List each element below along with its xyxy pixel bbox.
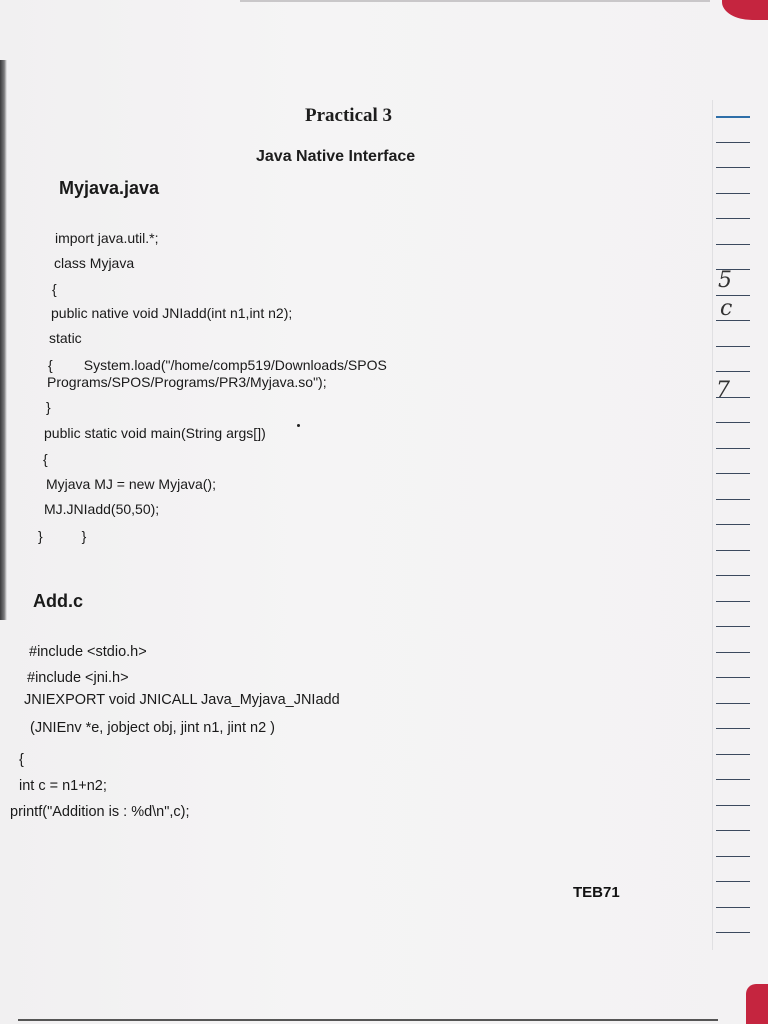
margin-ruled-line <box>716 346 750 347</box>
margin-ruled-line <box>716 805 750 806</box>
margin-ruled-line <box>716 167 750 168</box>
margin-ruled-line <box>716 473 750 474</box>
code-line: public native void JNIadd(int n1,int n2); <box>51 305 293 321</box>
code-line: { System.load("/home/comp519/Downloads/SPOS <box>48 357 387 373</box>
code-line: public static void main(String args[]) <box>44 425 266 441</box>
page-subtitle: Java Native Interface <box>256 148 416 165</box>
code-line: static <box>49 330 82 346</box>
margin-ruled-line <box>716 677 750 678</box>
code-line: } <box>46 399 51 415</box>
margin-mark: 5 <box>718 268 732 293</box>
code-line: JNIEXPORT void JNICALL Java_Myjava_JNIadd <box>24 692 340 708</box>
footer-code: TEB71 <box>573 884 620 901</box>
margin-ruled-line <box>716 601 750 602</box>
margin-ruled-line <box>716 448 750 449</box>
code-line: { <box>19 752 24 768</box>
margin-ruled-line <box>716 575 750 576</box>
margin-ruled-line <box>716 830 750 831</box>
code-line: { <box>52 281 57 297</box>
code-line: Myjava MJ = new Myjava(); <box>46 476 216 492</box>
red-corner-top <box>722 0 768 20</box>
code-line: MJ.JNIadd(50,50); <box>44 501 160 517</box>
code-line: #include <jni.h> <box>27 670 129 686</box>
code-line: class Myjava <box>54 255 135 271</box>
margin-ruled-line <box>716 932 750 933</box>
page-title: Practical 3 <box>305 105 393 126</box>
code-line: #include <stdio.h> <box>29 644 147 660</box>
margin-mark: c <box>720 296 733 321</box>
code-line: int c = n1+n2; <box>19 778 107 794</box>
margin-ruled-line <box>716 626 750 627</box>
code-line: } } <box>38 528 87 544</box>
code-line: { <box>43 451 48 467</box>
margin-ruled-line <box>716 881 750 882</box>
margin-rule <box>712 100 713 950</box>
margin-ruled-line <box>716 779 750 780</box>
margin-ruled-line <box>716 550 750 551</box>
margin-ruled-line <box>716 524 750 525</box>
code-line: printf("Addition is : %d\n",c); <box>10 804 190 820</box>
code-line: import java.util.*; <box>55 230 159 246</box>
margin-ruled-line <box>716 116 750 118</box>
code-line: Programs/SPOS/Programs/PR3/Myjava.so"); <box>47 374 327 390</box>
margin-ruled-line <box>716 703 750 704</box>
margin-ruled-line <box>716 499 750 500</box>
section-heading-c: Add.c <box>33 591 84 611</box>
red-corner-bottom <box>746 984 768 1024</box>
margin-ruled-line <box>716 907 750 908</box>
margin-ruled-line <box>716 193 750 194</box>
margin-ruled-line <box>716 142 750 143</box>
margin-ruled-line <box>716 244 750 245</box>
ink-dot <box>297 424 300 427</box>
code-line: (JNIEnv *e, jobject obj, jint n1, jint n2 ) <box>30 720 276 736</box>
margin-ruled-line <box>716 652 750 653</box>
margin-ruled-line <box>716 218 750 219</box>
margin-ruled-line <box>716 856 750 857</box>
section-heading-java: Myjava.java <box>59 178 160 198</box>
page-edge-shadow <box>0 60 7 620</box>
page-top-edge <box>240 0 710 2</box>
margin-mark: 7 <box>716 378 730 403</box>
margin-ruled-line <box>716 728 750 729</box>
margin-ruled-line <box>716 754 750 755</box>
margin-ruled-line <box>716 422 750 423</box>
page-bottom-edge <box>18 1019 718 1021</box>
margin-ruled-line <box>716 371 750 372</box>
